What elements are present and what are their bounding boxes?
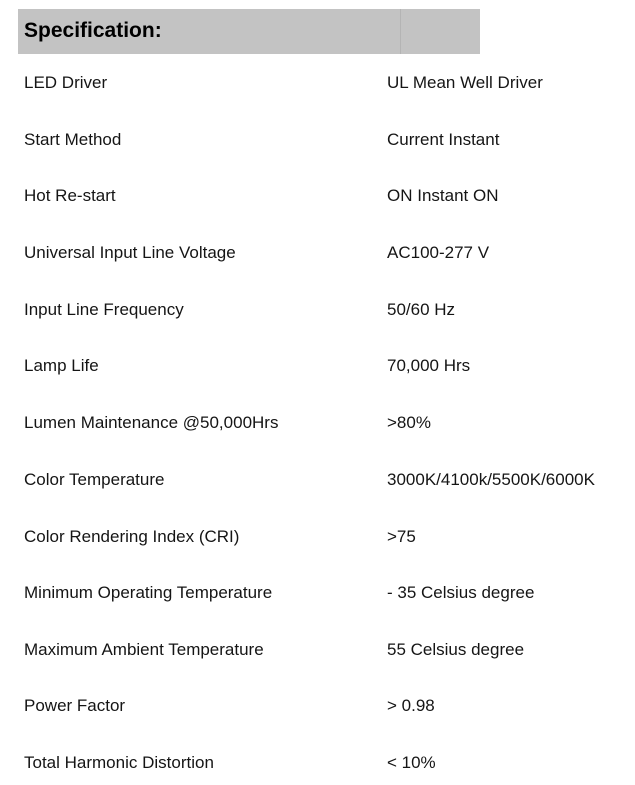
- spec-row-start-method: [0, 128, 635, 152]
- spec-value: 3000K/4100k/5500K/6000K: [387, 470, 595, 489]
- spec-label: Power Factor: [24, 696, 126, 715]
- spec-label: Total Harmonic Distortion: [24, 753, 214, 772]
- spec-row-min-operating-temp: [0, 581, 635, 605]
- spec-value: ON Instant ON: [387, 186, 499, 205]
- spec-label: Lamp Life: [24, 356, 99, 375]
- spec-label: Maximum Ambient Temperature: [24, 640, 264, 659]
- spec-label: LED Driver: [24, 73, 108, 92]
- spec-label: Hot Re-start: [24, 186, 116, 205]
- spec-label: Start Method: [24, 130, 122, 149]
- spec-value: 55 Celsius degree: [387, 640, 525, 659]
- spec-row-power-factor: [0, 694, 635, 718]
- spec-value: AC100-277 V: [387, 243, 490, 262]
- spec-value: < 10%: [387, 753, 436, 772]
- spec-value: 70,000 Hrs: [387, 356, 471, 375]
- section-title: Specification:: [24, 19, 162, 42]
- spec-value: >80%: [387, 413, 431, 432]
- spec-row-lumen-maintenance: [0, 411, 635, 435]
- spec-value: - 35 Celsius degree: [387, 583, 535, 602]
- spec-row-input-voltage: [0, 241, 635, 265]
- spec-row-max-ambient-temp: [0, 638, 635, 662]
- spec-value: Current Instant: [387, 130, 500, 149]
- spec-value: >75: [387, 527, 416, 546]
- spec-row-hot-restart: [0, 184, 635, 208]
- spec-label: Input Line Frequency: [24, 300, 184, 319]
- spec-row-color-temperature: [0, 468, 635, 492]
- spec-label: Color Temperature: [24, 470, 165, 489]
- spec-value: > 0.98: [387, 696, 435, 715]
- spec-row-led-driver: [0, 71, 635, 95]
- spec-label: Universal Input Line Voltage: [24, 243, 236, 262]
- spec-row-cri: [0, 525, 635, 549]
- spec-value: UL Mean Well Driver: [387, 73, 543, 92]
- spec-row-input-frequency: [0, 298, 635, 322]
- spec-row-lamp-life: [0, 354, 635, 378]
- spec-label: Minimum Operating Temperature: [24, 583, 273, 602]
- spec-label: Color Rendering Index (CRI): [24, 527, 240, 546]
- spec-label: Lumen Maintenance @50,000Hrs: [24, 413, 279, 432]
- spec-value: 50/60 Hz: [387, 300, 456, 319]
- spec-row-thd: [0, 751, 635, 775]
